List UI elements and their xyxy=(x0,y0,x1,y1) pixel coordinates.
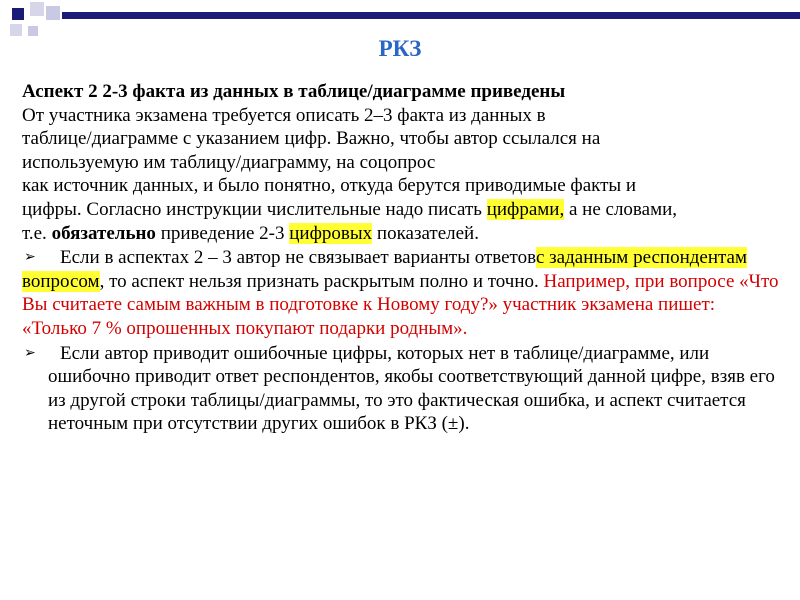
bold-mandatory: обязательно xyxy=(51,222,156,244)
bullet-item-1 xyxy=(22,246,782,340)
deco-square xyxy=(28,26,38,36)
bullet-item-2 xyxy=(22,342,782,436)
bullet-arrow-icon: ➢ xyxy=(24,250,36,266)
para1-line6b: приведение 2-3 xyxy=(155,222,290,244)
highlight-question: с заданным респондентам вопросом xyxy=(22,247,748,292)
para1-line2: таблице/диаграмме с указанием цифр. Важно, чтобы автор ссылался на xyxy=(22,128,601,150)
highlight-numeric: цифровых xyxy=(289,222,373,244)
aspect-heading: Аспект 2 2-3 факта из данных в таблице/диаграмме приведены xyxy=(22,81,566,102)
para1-line4: как источник данных, и было понятно, откуда берутся приводимые факты и xyxy=(22,175,637,197)
bullet2-text: Если автор приводит ошибочные цифры, которых нет в таблице/диаграмме, или ошибочно приводит ответ респондентов, якобы соответствующий данной цифре, взяв его из другой строки таблицы/диаграммы, то это фактическая ошибка, и аспект считается неточным при отсутствии других ошибок в РКЗ (±). xyxy=(48,342,775,435)
deco-square xyxy=(12,8,24,20)
para1-line1: От участника экзамена требуется описать 2–3 факта из данных в xyxy=(22,104,546,126)
deco-square xyxy=(46,6,60,20)
slide-title: РКЗ xyxy=(378,36,422,61)
bullet1-text-a: Если в аспектах 2 – 3 автор не связывает варианты ответов xyxy=(60,247,536,269)
deco-square xyxy=(30,2,44,16)
example-red-text: Например, при вопросе «Что Вы считаете самым важным в подготовке к Новому году?» участник экзамена пишет: «Только 7 % опрошенных покупают подарки родным». xyxy=(22,270,779,339)
para1-line6c: показателей. xyxy=(372,222,479,244)
deco-square xyxy=(10,24,22,36)
para1-line6a: т.е. xyxy=(22,222,52,244)
highlight-digits: цифрами, xyxy=(486,198,565,220)
paragraph-1 xyxy=(22,104,782,246)
slide-content xyxy=(22,80,782,436)
bullet-arrow-icon: ➢ xyxy=(24,345,36,361)
header-bar xyxy=(62,12,800,19)
para1-line5b: а не словами, xyxy=(564,198,678,220)
para1-line5a: цифры. Согласно инструкции числительные надо писать xyxy=(22,198,487,220)
para1-line3: используемую им таблицу/диаграмму, на соцопрос xyxy=(22,151,436,173)
bullet1-text-b: , то аспект нельзя признать раскрытым полно и точно. xyxy=(99,270,544,292)
